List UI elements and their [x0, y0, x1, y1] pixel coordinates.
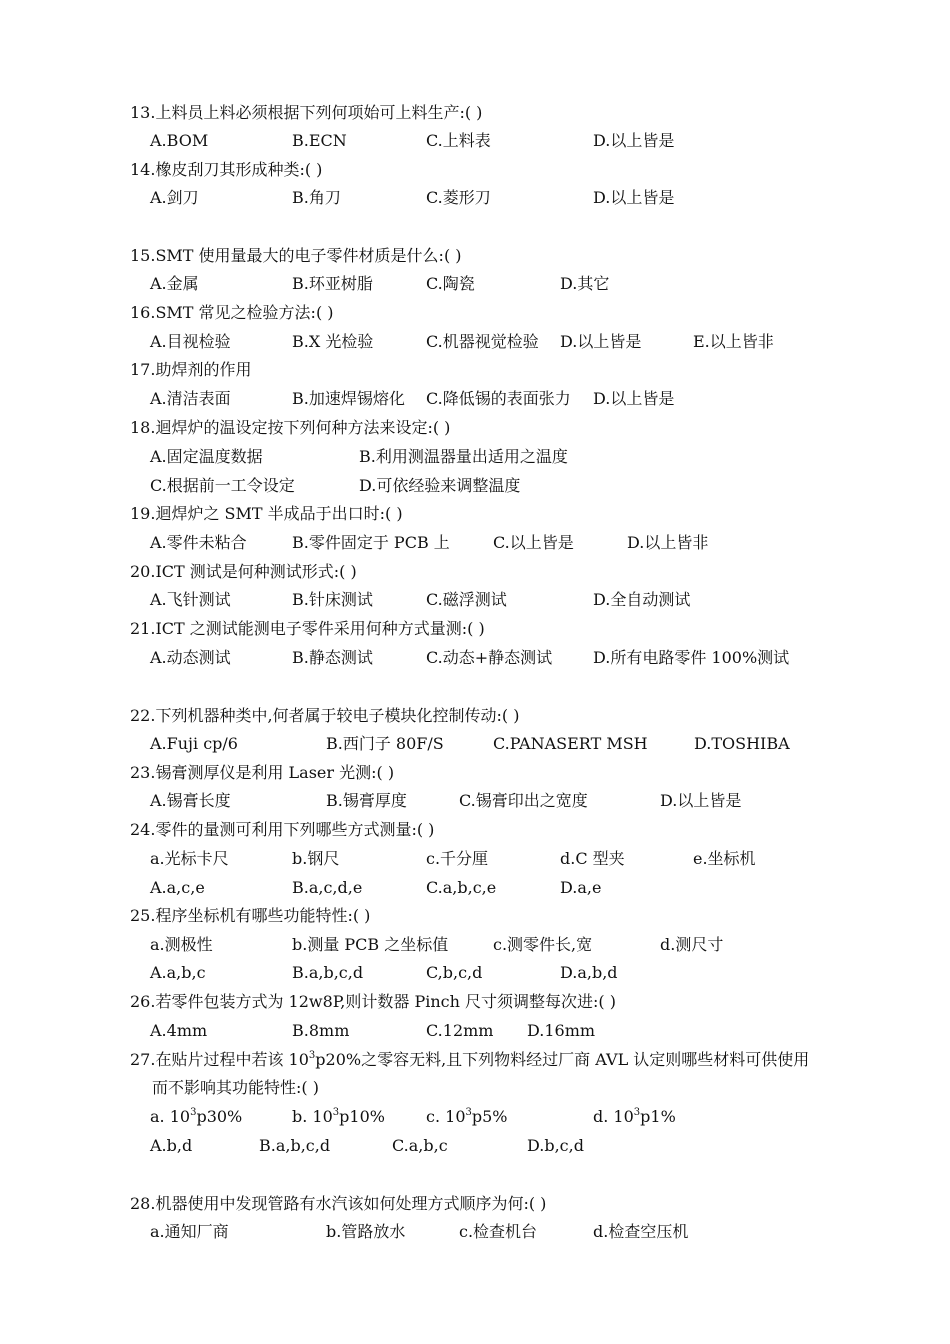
option-b: B.零件固定于 PCB 上: [292, 533, 450, 552]
option-c: C.PANASERT MSH: [493, 734, 648, 753]
option-b: B.a,b,c,d: [292, 963, 364, 982]
option-a: A.BOM: [150, 131, 209, 150]
option-c: C.12mm: [426, 1021, 494, 1040]
option-d: D.以上皆是: [593, 389, 675, 408]
option-d: D.以上皆是: [593, 131, 675, 150]
option-d: D.a,b,d: [560, 963, 618, 982]
question-14: 14.橡皮刮刀其形成种类:( ): [130, 160, 323, 179]
question-28: 28.机器使用中发现管路有水汽该如何处理方式顺序为何:( ): [130, 1194, 547, 1213]
question-19: 19.迴焊炉之 SMT 半成品于出口时:( ): [130, 504, 403, 523]
option-b: B.a,b,c,d: [259, 1136, 331, 1155]
option-b: B.锡膏厚度: [326, 791, 407, 810]
option-c: C.锡膏印出之宽度: [459, 791, 588, 810]
option-b: B.a,c,d,e: [292, 878, 363, 897]
option-c: C.陶瓷: [426, 274, 475, 293]
option-c: C.磁浮测试: [426, 590, 507, 609]
option-d: D.以上皆是: [560, 332, 642, 351]
option-a: A.Fuji cp/6: [150, 734, 238, 753]
choice-b: b. $10^3p10\%$: [292, 1106, 385, 1126]
choice-e: e.坐标机: [693, 849, 756, 868]
question-27-text-pre: 27.在贴片过程中若该 10: [130, 1050, 309, 1069]
option-d: D.其它: [560, 274, 610, 293]
option-a: A.a,b,c: [150, 963, 206, 982]
choice-d: d.C 型夹: [560, 849, 625, 868]
choice-b: b.钢尺: [292, 849, 340, 868]
option-c: C,b,c,d: [426, 963, 483, 982]
choice-d: d.测尺寸: [660, 935, 724, 954]
option-c: C.以上皆是: [493, 533, 574, 552]
question-27: [130, 1050, 809, 1070]
question-23: 23.锡膏测厚仪是利用 Laser 光测:( ): [130, 763, 395, 782]
option-c: C.a,b,c: [392, 1136, 448, 1155]
option-c: C.根据前一工令设定: [150, 476, 295, 495]
choice-a: a. $10^3p30\%$: [150, 1106, 243, 1126]
question-21: 21.ICT 之测试能测电子零件采用何种方式量测:( ): [130, 619, 485, 638]
option-d: D.a,e: [560, 878, 602, 897]
option-a: A.b,d: [150, 1136, 193, 1155]
option-d: D.可依经验来调整温度: [359, 476, 521, 495]
option-a: A.飞针测试: [150, 590, 231, 609]
option-a: A.金属: [150, 274, 199, 293]
choice-a: a.测极性: [150, 935, 213, 954]
option-b: B.针床测试: [292, 590, 373, 609]
option-d: D.所有电路零件 100%测试: [593, 648, 790, 667]
choice-c: c.检查机台: [459, 1222, 538, 1241]
option-b: B.角刀: [292, 188, 341, 207]
question-25: 25.程序坐标机有哪些功能特性:( ): [130, 906, 371, 925]
option-a: A.动态测试: [150, 648, 231, 667]
option-e: E.以上皆非: [693, 332, 774, 351]
question-15: 15.SMT 使用量最大的电子零件材质是什么:( ): [130, 246, 462, 265]
option-b: B.利用测温器量出适用之温度: [359, 447, 568, 466]
question-24: 24.零件的量测可利用下列哪些方式测量:( ): [130, 820, 435, 839]
option-b: B.加速焊锡熔化: [292, 389, 405, 408]
option-c: C.菱形刀: [426, 188, 491, 207]
question-22: 22.下列机器种类中,何者属于较电子模块化控制传动:( ): [130, 706, 520, 725]
option-b: B.西门子 80F/S: [326, 734, 444, 753]
option-c: C.降低锡的表面张力: [426, 389, 571, 408]
option-c: C.上料表: [426, 131, 491, 150]
question-18: 18.迴焊炉的温设定按下列何种方法来设定:( ): [130, 418, 451, 437]
choice-c: c. $10^3p5\%$: [426, 1106, 508, 1126]
option-d: D.以上皆是: [593, 188, 675, 207]
choice-b: b.管路放水: [326, 1222, 406, 1241]
question-26: 26.若零件包装方式为 12w8P,则计数器 Pinch 尺寸须调整每次进:( ): [130, 992, 616, 1011]
option-c: C.动态+静态测试: [426, 648, 553, 667]
choice-c: c.测零件长,宽: [493, 935, 593, 954]
option-b: B.静态测试: [292, 648, 373, 667]
option-d: D.以上皆非: [627, 533, 709, 552]
option-b: B.8mm: [292, 1021, 350, 1040]
option-a: A.零件未粘合: [150, 533, 247, 552]
option-d: D.全自动测试: [593, 590, 691, 609]
choice-b: b.测量 PCB 之坐标值: [292, 935, 449, 954]
question-27-line-2: 而不影响其功能特性:( ): [152, 1078, 319, 1097]
option-c: C.a,b,c,e: [426, 878, 497, 897]
question-17: 17.助焊剂的作用: [130, 360, 252, 379]
question-20: 20.ICT 测试是何种测试形式:( ): [130, 562, 357, 581]
option-d: D.TOSHIBA: [694, 734, 790, 753]
option-d: D.以上皆是: [660, 791, 742, 810]
option-a: A.a,c,e: [150, 878, 205, 897]
choice-a: a.光标卡尺: [150, 849, 229, 868]
option-d: D.b,c,d: [527, 1136, 584, 1155]
option-a: A.4mm: [150, 1021, 208, 1040]
choice-c: c.千分厘: [426, 849, 489, 868]
option-a: A.目视检验: [150, 332, 231, 351]
choice-a: a.通知厂商: [150, 1222, 229, 1241]
option-a: A.剑刀: [150, 188, 199, 207]
option-a: A.固定温度数据: [150, 447, 263, 466]
choice-d: d. $10^3p1\%$: [593, 1106, 676, 1126]
question-27-text-post: p20%之零容无料,且下列物料经过厂商 AVL 认定则哪些材料可供使用: [315, 1050, 810, 1069]
option-b: B.ECN: [292, 131, 347, 150]
option-c: C.机器视觉检验: [426, 332, 539, 351]
option-a: A.锡膏长度: [150, 791, 231, 810]
question-13: 13.上料员上料必须根据下列何项始可上料生产:( ): [130, 103, 483, 122]
option-a: A.清洁表面: [150, 389, 231, 408]
option-d: D.16mm: [527, 1021, 596, 1040]
option-b: B.环亚树脂: [292, 274, 373, 293]
question-27-superscript: 3: [308, 1049, 316, 1061]
choice-d: d.检查空压机: [593, 1222, 689, 1241]
option-b: B.X 光检验: [292, 332, 374, 351]
question-16: 16.SMT 常见之检验方法:( ): [130, 303, 334, 322]
